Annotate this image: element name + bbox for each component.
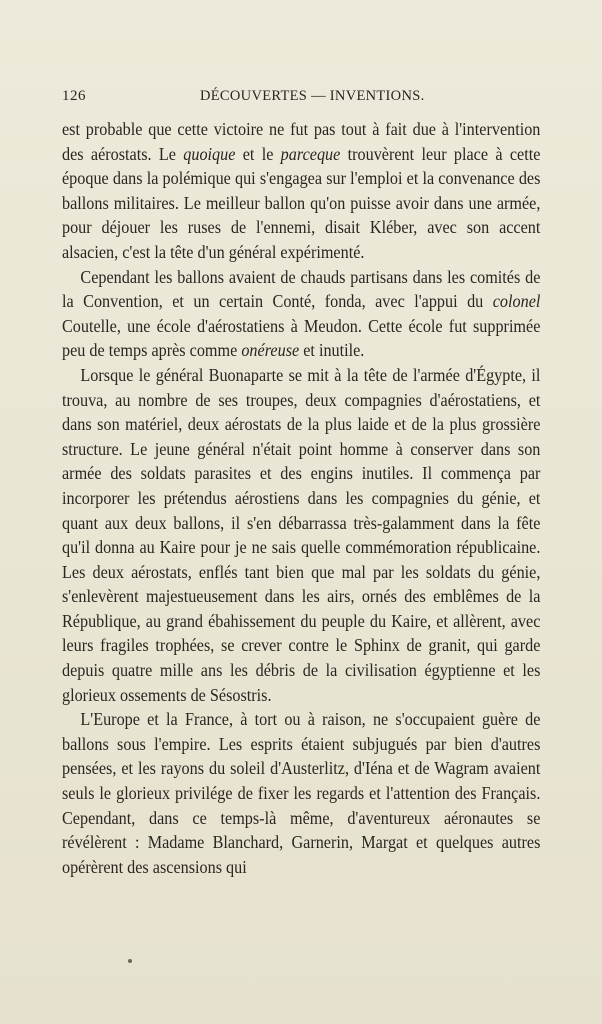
- text-span: est probable que cette victoire ne fut pas tout à fait due à l'intervention des aérostats. Le: [62, 119, 541, 164]
- italic-word: onéreuse: [241, 340, 300, 361]
- paragraph: [62, 265, 540, 363]
- paragraph: [62, 117, 540, 265]
- italic-word: parceque: [280, 143, 341, 164]
- italic-word: colonel: [492, 291, 541, 312]
- page-header: [62, 88, 542, 110]
- paragraph: [62, 707, 540, 879]
- page-number: 126: [62, 88, 86, 104]
- italic-word: quoique: [183, 143, 236, 164]
- text-span: trouvèrent leur place à cette époque dans la polémique qui s'engagea sur l'emploi et la convenance des ballons militaires. Le meilleur ballon qu'on puisse avoir dans une armée, pour déjouer les ruses de l'ennemi, disait Kléber, avec son accent alsacien, c'est la tête d'un général expérimenté.: [62, 143, 541, 262]
- text-span: L'Europe et la France, à tort ou à raison, ne s'occupaient guère de ballons sous l'empire. Les esprits étaient subjugués par bien d'autres pensées, et les rayons du soleil d'Austerlitz, d'Iéna et de Wagram avaient seuls le glorieux privilége de fixer les regards et l'attention des Français. Cependant, dans ce temps-là même, d'aventureux aéronautes se révélèrent : Madame Blanchard, Garnerin, Margat et quelques autres opérèrent des ascensions qui: [62, 709, 541, 877]
- text-span: et inutile.: [299, 340, 365, 361]
- text-span: Cependant les ballons avaient de chauds partisans dans les comités de la Convention, et un certain Conté, fonda, avec l'appui du: [62, 266, 541, 312]
- text-span: et le: [235, 143, 281, 164]
- running-title: DÉCOUVERTES — INVENTIONS.: [200, 88, 425, 104]
- text-span: Lorsque le général Buonaparte se mit à la tête de l'armée d'Égypte, il trouva, au nombre de ses troupes, deux compagnies d'aérostatiens, et dans son matériel, deux aérostats de la plus laide et de la plus grossière structure. Le jeune général n'était point homme à conserver dans son armée des soldats parasites et des engins inutiles. Il commença par incorporer les prétendus aérostiens dans les compagnies du génie, et quant aux deux ballons, il s'en débarrassa très-galamment dans la fête qu'il donna au Kaire pour je ne sais quelle commémoration républicaine. Les deux aérostats, enflés tant bien que mal par les soldats du génie, s'enlevèrent majestueusement dans les airs, ornés des emblêmes de la République, au grand ébahissement du peuple du Kaire, et allèrent, avec leurs fragiles trophées, se crever contre le Sphinx de granit, qui garde depuis quatre mille ans les débris de la civilisation égyptienne et les glorieux ossements de Sésostris.: [62, 364, 541, 705]
- body-text: [62, 117, 540, 879]
- text-span: Coutelle, une école d'aérostatiens à Meudon. Cette école fut supprimée peu de temps après comme: [62, 315, 541, 361]
- paragraph: [62, 363, 540, 707]
- ink-speck: [128, 959, 132, 963]
